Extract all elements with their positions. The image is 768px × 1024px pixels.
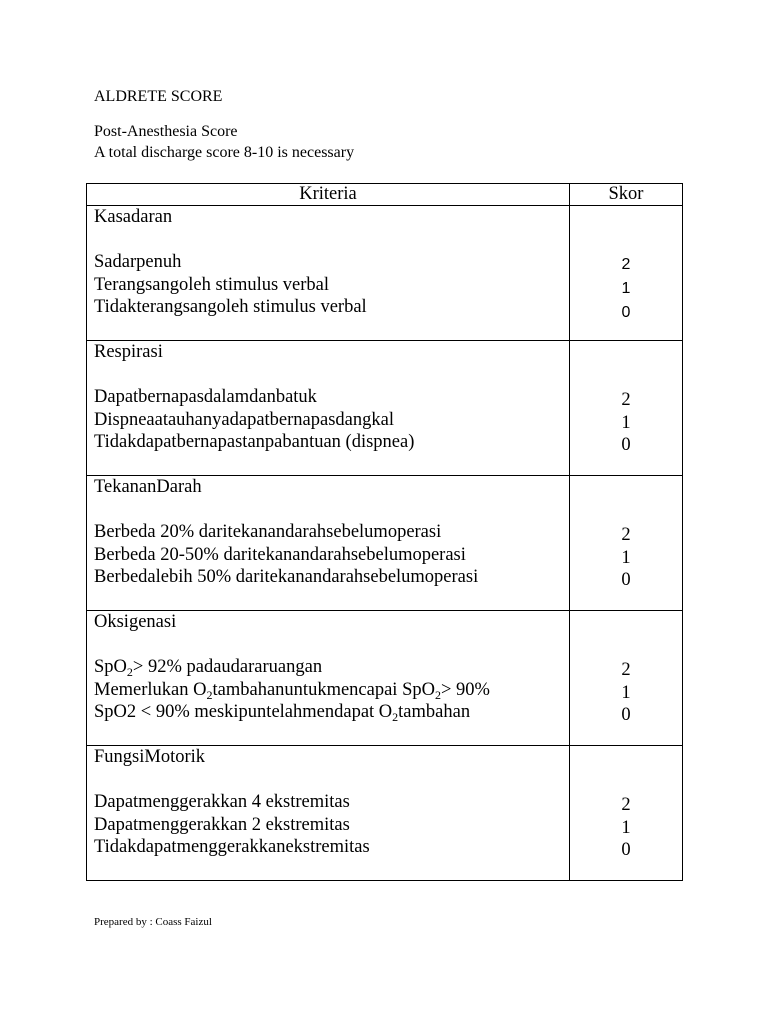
aldrete-table: [86, 183, 683, 881]
criterion-item: [94, 679, 569, 702]
criterion-item: Berbedalebih 50% daritekanandarahsebelumoperasi: [94, 567, 479, 587]
score-value: 2: [621, 660, 631, 680]
criteria-content: [87, 206, 569, 319]
text-segment: tambahanuntukmencapai SpO: [212, 679, 435, 700]
score-list: [570, 476, 682, 592]
text-segment: SpO2 < 90% meskipuntelahmendapat O: [94, 702, 393, 722]
criteria-content: [87, 476, 569, 589]
subscript: 2: [126, 665, 133, 679]
score-value: 0: [621, 840, 631, 860]
score-cell: [570, 206, 682, 340]
score-cell: [570, 476, 682, 610]
score-list: [570, 206, 682, 325]
score-value: 2: [621, 525, 631, 545]
document-subtitle: [94, 121, 354, 163]
category-label: TekananDarah: [94, 477, 202, 497]
score-value: 2: [621, 795, 631, 815]
category-label: FungsiMotorik: [94, 747, 206, 767]
text-segment: Memerlukan O: [94, 679, 207, 700]
criterion-item: Berbeda 20% daritekanandarahsebelumoperasi: [94, 522, 442, 542]
score-cell: [570, 341, 682, 475]
criteria-content: [87, 746, 569, 859]
score-cell: [570, 611, 682, 745]
criterion-item: Dapatbernapasdalamdanbatuk: [94, 387, 317, 407]
criterion-item: Tidakdapatmenggerakkanekstremitas: [94, 837, 370, 857]
text-segment: > 92% padaudararuangan: [132, 657, 323, 677]
subscript: 2: [392, 710, 399, 724]
score-value: 0: [621, 304, 631, 321]
score-list: [570, 746, 682, 862]
score-list: [570, 611, 682, 727]
criteria-cell: [87, 611, 570, 745]
criteria-cell: [87, 206, 570, 340]
table-header-row: [87, 184, 682, 205]
score-value: 1: [621, 280, 631, 297]
score-list: [570, 341, 682, 457]
document-title: ALDRETE SCORE: [94, 88, 223, 105]
criteria-cell: [87, 746, 570, 880]
category-label: Oksigenasi: [94, 612, 177, 632]
footer-credit: Prepared by : Coass Faizul: [94, 916, 212, 928]
category-label: Kasadaran: [94, 207, 173, 227]
criterion-item: Tidakterangsangoleh stimulus verbal: [94, 297, 367, 317]
criterion-item: Terangsangoleh stimulus verbal: [94, 274, 330, 295]
score-value: 0: [621, 570, 631, 590]
criteria-cell: [87, 476, 570, 610]
score-value: 1: [621, 817, 631, 838]
subscript: 2: [206, 687, 213, 702]
criterion-item: Dapatmenggerakkan 2 ekstremitas: [94, 814, 350, 835]
table-row: [87, 745, 682, 880]
score-value: 0: [621, 435, 631, 455]
text-segment: > 90%: [440, 679, 490, 700]
text-segment: SpO: [94, 657, 127, 677]
criterion-item: Dapatmenggerakkan 4 ekstremitas: [94, 792, 350, 812]
criteria-content: [87, 611, 569, 724]
subscript: 2: [434, 687, 441, 702]
score-value: 1: [621, 547, 631, 568]
criteria-content: [87, 341, 569, 454]
category-label: Respirasi: [94, 342, 163, 362]
table-row: [87, 205, 682, 340]
subtitle-line: A total discharge score 8-10 is necessary: [94, 144, 355, 161]
subtitle-line: Post-Anesthesia Score: [94, 123, 238, 140]
table-header-criteria: Kriteria: [87, 184, 570, 205]
score-cell: [570, 746, 682, 880]
score-value: 0: [621, 705, 631, 725]
table-row: [87, 475, 682, 610]
criterion-item: Sadarpenuh: [94, 252, 182, 272]
criterion-item: Tidakdapatbernapastanpabantuan (dispnea): [94, 432, 415, 452]
criteria-cell: [87, 341, 570, 475]
criterion-item: [94, 656, 569, 679]
text-segment: tambahan: [398, 702, 471, 722]
score-value: 2: [621, 256, 631, 273]
table-row: [87, 610, 682, 745]
score-value: 1: [621, 682, 631, 703]
table-header-score: Skor: [608, 184, 644, 204]
criterion-item: Dispneaatauhanyadapatbernapasdangkal: [94, 409, 394, 430]
table-row: [87, 340, 682, 475]
score-value: 1: [621, 412, 631, 433]
score-value: 2: [621, 390, 631, 410]
criterion-item: Berbeda 20-50% daritekanandarahsebelumoperasi: [94, 544, 466, 565]
criterion-item: [94, 701, 569, 724]
